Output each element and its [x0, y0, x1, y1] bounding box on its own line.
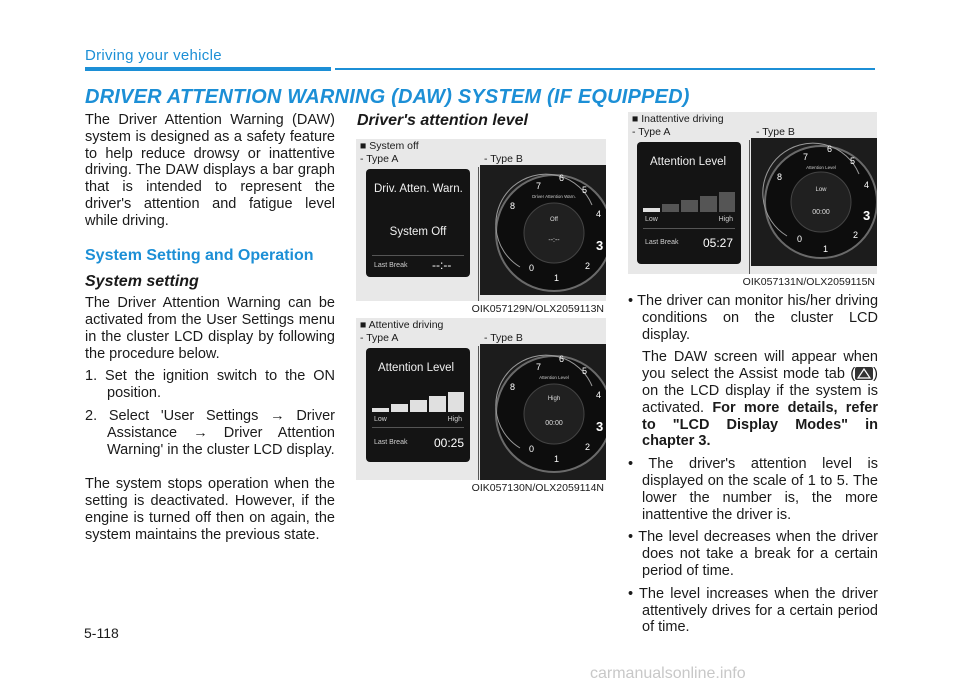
bullet-text: The driver's attention level is displayed on the scale of 1 to 5. The lower the number is, the more inattentive the driver is. — [642, 456, 879, 523]
setting-paragraph: The Driver Attention Warning can be activated from the User Settings menu in the cluster LCD display by following the procedure below. — [85, 295, 335, 362]
gauge-center — [524, 203, 584, 263]
level-bar — [429, 396, 446, 412]
header-bar-line — [335, 68, 875, 70]
divider-line — [478, 167, 479, 301]
page-title: DRIVER ATTENTION WARNING (DAW) SYSTEM (IF EQUIPPED) — [85, 86, 690, 108]
figure-id: OIK057131N/OLX2059115N — [742, 276, 875, 288]
type-a-label: - Type A — [632, 126, 671, 138]
low-label: Low — [645, 216, 658, 223]
type-b-label: - Type B — [484, 153, 523, 165]
gauge-status: Low — [815, 187, 827, 193]
gauge-label: Attention Level — [539, 375, 569, 380]
gauge-number: 2 — [853, 230, 859, 240]
figure-label: ■ Attentive driving — [360, 319, 444, 331]
section-header: Driving your vehicle — [85, 47, 222, 64]
bullet-item: • The level increases when the driver attentively drives for a certain period of time. — [628, 585, 879, 636]
type-b-label: - Type B — [484, 332, 523, 344]
figure-attentive — [356, 318, 606, 494]
gauge-number: 5 — [850, 156, 856, 166]
right-column — [628, 293, 878, 636]
gauge-number: 6 — [559, 354, 565, 364]
page-number: 5-118 — [84, 625, 119, 641]
low-label: Low — [374, 416, 387, 423]
system-setting-heading: System setting — [85, 273, 199, 291]
lcd-status: System Off — [389, 226, 447, 238]
type-b-label: - Type B — [756, 126, 795, 138]
gauge-center — [524, 384, 584, 444]
level-bar — [410, 400, 427, 412]
figure-id: OIK057130N/OLX2059114N — [471, 482, 604, 494]
gauge-number: 7 — [803, 152, 809, 162]
gauge-number: 2 — [585, 442, 591, 452]
figure-id: OIK057129N/OLX2059113N — [471, 303, 604, 315]
level-bar — [391, 404, 408, 412]
figure-label: ■ Inattentive driving — [632, 113, 724, 125]
step-1: 1. Set the ignition switch to the ON position. — [85, 368, 335, 402]
figure-label: ■ System off — [360, 140, 419, 152]
gauge-time: 00:00 — [812, 209, 830, 216]
attention-bar-graph — [372, 388, 464, 412]
attention-bar-graph — [643, 188, 735, 212]
gauge-number: 3 — [596, 419, 604, 434]
stop-paragraph: The system stops operation when the setting is deactivated. However, if the engine is turned off then on again, the system maintains the previous state. — [85, 476, 335, 543]
gauge-number: 8 — [510, 382, 516, 392]
header-bar-accent — [85, 67, 331, 71]
lcd-display — [366, 348, 470, 462]
bullet-item: • The driver's attention level is displayed on the scale of 1 to 5. The lower the number is, the more inattentive the driver is. — [628, 456, 879, 523]
high-label: High — [718, 216, 733, 223]
level-bar — [700, 196, 717, 212]
lcd-divider — [643, 228, 735, 229]
gauge-number: 7 — [536, 181, 542, 191]
gauge-time: --:-- — [548, 237, 560, 244]
level-bar — [662, 204, 679, 212]
last-break-label: Last Break — [645, 239, 679, 246]
step-2: 2. Select 'User Settings → Driver Assistance → Driver Attention Warning' in the cluster LCD display. — [85, 407, 335, 458]
bullet-item: • The driver can monitor his/her driving conditions on the cluster LCD display. — [628, 293, 879, 343]
gauge-label: Attention Level — [806, 165, 836, 170]
assist-paragraph — [628, 349, 878, 450]
gauge-number: 8 — [510, 201, 516, 211]
type-a-label: - Type A — [360, 332, 399, 344]
bullet-text: The level increases when the driver attentively drives for a certain period of time. — [639, 585, 879, 636]
gauge-number: 4 — [596, 390, 602, 400]
divider-line — [749, 140, 750, 274]
lcd-title: Attention Level — [378, 362, 455, 374]
gauge-number: 5 — [582, 185, 588, 195]
lcd-title: Driv. Atten. Warn. — [374, 183, 463, 195]
gauge-status: Off — [550, 217, 558, 223]
gauge-cluster — [751, 138, 877, 266]
gauge-number: 6 — [559, 173, 565, 183]
gauge-number: 4 — [864, 180, 870, 190]
gauge-number: 1 — [554, 454, 560, 464]
gauge-number: 2 — [585, 261, 591, 271]
last-break-label: Last Break — [374, 262, 408, 269]
gauge-number: 6 — [827, 144, 833, 154]
intro-paragraph: The Driver Attention Warning (DAW) system is designed as a safety feature to help reduce drowsy or inattentive driving. The DAW displays a bar graph that is intended to represent the driver's attention and fatigue level while driving. — [85, 112, 335, 229]
last-break-label: Last Break — [374, 439, 408, 446]
last-break-time: 00:25 — [434, 436, 465, 450]
warning-icon — [855, 367, 873, 380]
bullet-item: • The level decreases when the driver does not take a break for a certain period of time. — [628, 529, 878, 579]
gauge-status: High — [547, 396, 561, 402]
watermark: carmanualsonline.info — [590, 665, 746, 682]
attention-level-heading: Driver's attention level — [357, 112, 528, 129]
gauge-number: 4 — [596, 209, 602, 219]
bullet-text: The driver can monitor his/her driving conditions on the cluster LCD display. — [637, 293, 879, 343]
divider-line — [478, 346, 479, 480]
level-bar — [643, 208, 660, 212]
gauge-number: 0 — [529, 444, 535, 454]
lcd-display — [637, 142, 741, 264]
figure-system-off — [356, 139, 606, 315]
gauge-number: 0 — [529, 263, 535, 273]
level-bar — [681, 200, 698, 212]
gauge-cluster — [480, 344, 606, 480]
level-bar — [719, 192, 735, 212]
refer-note: For more details, refer to "LCD Display Modes" in chapter 3. — [642, 399, 879, 450]
bullet-text: The level decreases when the driver does not take a break for a certain period of time. — [638, 529, 878, 579]
left-column — [85, 112, 335, 544]
lcd-divider — [372, 255, 464, 256]
gauge-cluster — [480, 165, 606, 295]
setting-heading: System Setting and Operation — [85, 246, 314, 264]
high-label: High — [447, 416, 462, 423]
gauge-number: 1 — [554, 273, 560, 283]
type-a-label: - Type A — [360, 153, 399, 165]
lcd-divider — [372, 427, 464, 428]
gauge-number: 5 — [582, 366, 588, 376]
gauge-number: 8 — [777, 172, 783, 182]
gauge-number: 3 — [863, 208, 871, 223]
level-bar — [448, 392, 464, 412]
last-break-time: --:-- — [432, 258, 452, 272]
gauge-number: 1 — [823, 244, 829, 254]
gauge-center — [791, 172, 851, 232]
gauge-time: 00:00 — [545, 420, 563, 427]
lcd-title: Attention Level — [650, 156, 727, 168]
last-break-time: 05:27 — [703, 236, 734, 250]
gauge-number: 7 — [536, 362, 542, 372]
lcd-display — [366, 169, 470, 277]
level-bar — [372, 408, 389, 412]
gauge-number: 3 — [596, 238, 604, 253]
gauge-label: Driver Attention Warn. — [532, 194, 576, 199]
assist-text: The DAW screen will appear when you select the Assist mode tab ( — [642, 349, 878, 383]
figure-inattentive — [628, 112, 877, 288]
gauge-number: 0 — [797, 234, 803, 244]
assist-text-end: ) on the LCD display if the system is activated. — [642, 366, 878, 416]
